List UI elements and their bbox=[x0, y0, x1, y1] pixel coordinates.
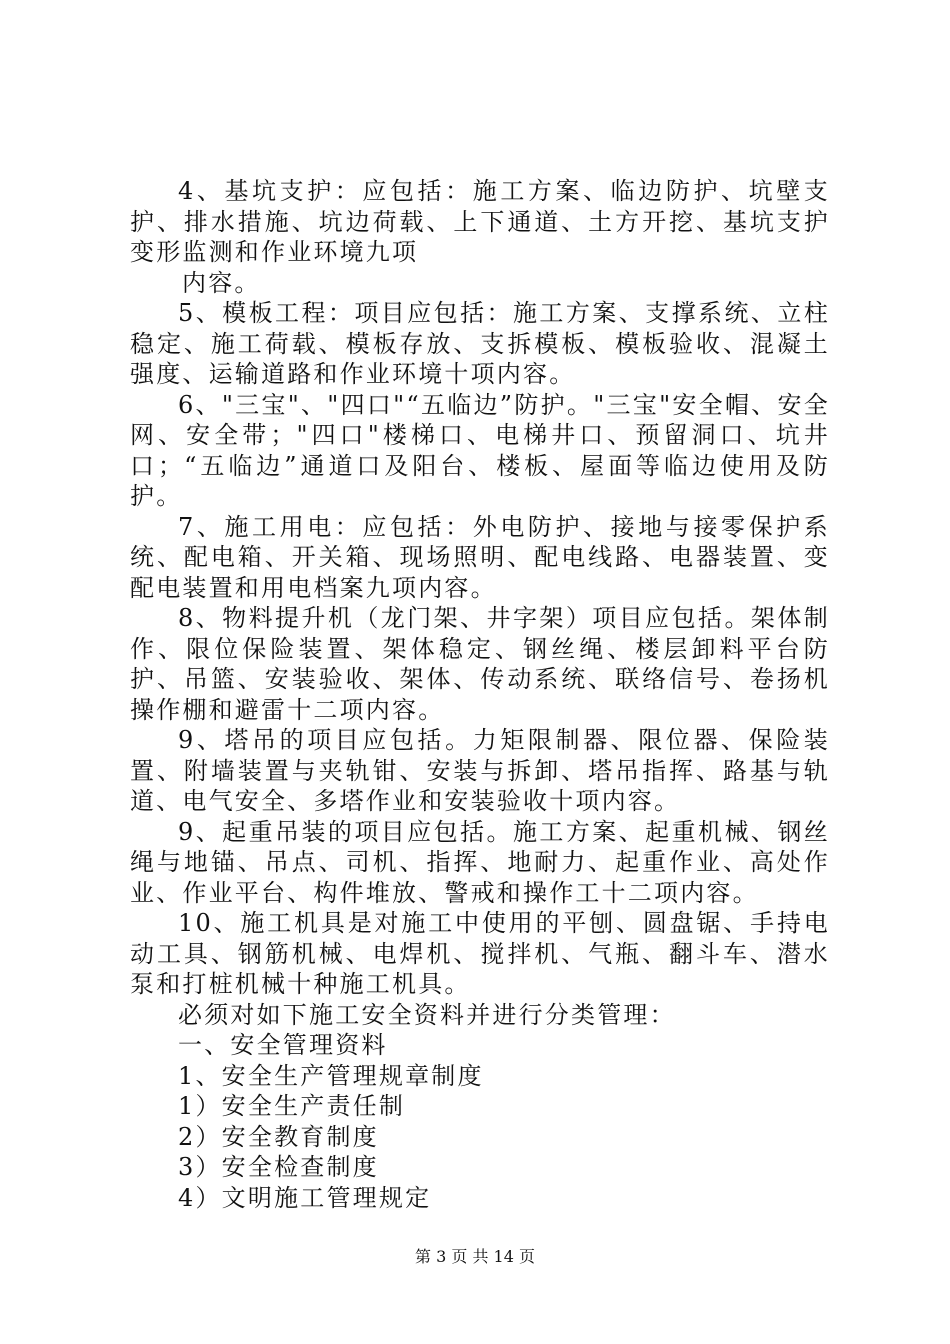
paragraph-9-hoisting: 9、起重吊装的项目应包括。施工方案、起重机械、钢丝绳与地锚、吊点、司机、指挥、地耐力、起重作业、高处作业、作业平台、构件堆放、警戒和操作工十二项内容。 bbox=[130, 817, 830, 907]
document-body bbox=[130, 176, 830, 1213]
list-item-education: 2）安全教育制度 bbox=[178, 1122, 379, 1151]
list-item-inspection: 3）安全检查制度 bbox=[178, 1153, 379, 1181]
list-item-civilized-construction: 4）文明施工管理规定 bbox=[178, 1183, 432, 1212]
list-item-rules: 1、安全生产管理规章制度 bbox=[178, 1061, 484, 1090]
paragraph-classification-intro: 必须对如下施工安全资料并进行分类管理： bbox=[178, 1000, 676, 1029]
paragraph-4-foundation-pit: 4、基坑支护：应包括：施工方案、临边防护、坑壁支护、排水措施、坑边荷载、上下通道、土方开挖、基坑支护变形监测和作业环境九项 bbox=[130, 177, 830, 266]
paragraph-7-electricity: 7、施工用电：应包括：外电防护、接地与接零保护系统、配电箱、开关箱、现场照明、配电线路、电器装置、变配电装置和用电档案九项内容。 bbox=[130, 512, 830, 602]
section-heading-safety-management: 一、安全管理资料 bbox=[178, 1031, 388, 1059]
paragraph-9-tower-crane: 9、塔吊的项目应包括。力矩限制器、限位器、保险装置、附墙装置与夹轨钳、安装与拆卸、塔吊指挥、路基与轨道、电气安全、多塔作业和安装验收十项内容。 bbox=[130, 726, 830, 815]
list-item-responsibility: 1）安全生产责任制 bbox=[178, 1092, 406, 1120]
paragraph-10-machinery: 10、施工机具是对施工中使用的平刨、圆盘锯、手持电动工具、钢筋机械、电焊机、搅拌机、气瓶、翻斗车、潜水泵和打桩机械十种施工机具。 bbox=[130, 909, 830, 998]
paragraph-6-protection: 6、"三宝"、"四口"“五临边”防护。"三宝"安全帽、安全网、安全带；"四口"楼梯口、电梯井口、预留洞口、坑井口；“五临边”通道口及阳台、楼板、屋面等临边使用及防护。 bbox=[130, 390, 830, 510]
paragraph-8-material-hoist: 8、物料提升机（龙门架、井字架）项目应包括。架体制作、限位保险装置、架体稳定、钢丝绳、楼层卸料平台防护、吊篮、安装验收、架体、传动系统、联络信号、卷扬机操作棚和避雷十二项内容。 bbox=[130, 604, 830, 724]
paragraph-4-continuation: 内容。 bbox=[182, 268, 261, 297]
page-number-footer: 第 3 页 共 14 页 bbox=[415, 1247, 535, 1266]
paragraph-5-formwork: 5、模板工程：项目应包括：施工方案、支撑系统、立柱稳定、施工荷载、模板存放、支拆模板、模板验收、混凝土强度、运输道路和作业环境十项内容。 bbox=[130, 299, 830, 388]
